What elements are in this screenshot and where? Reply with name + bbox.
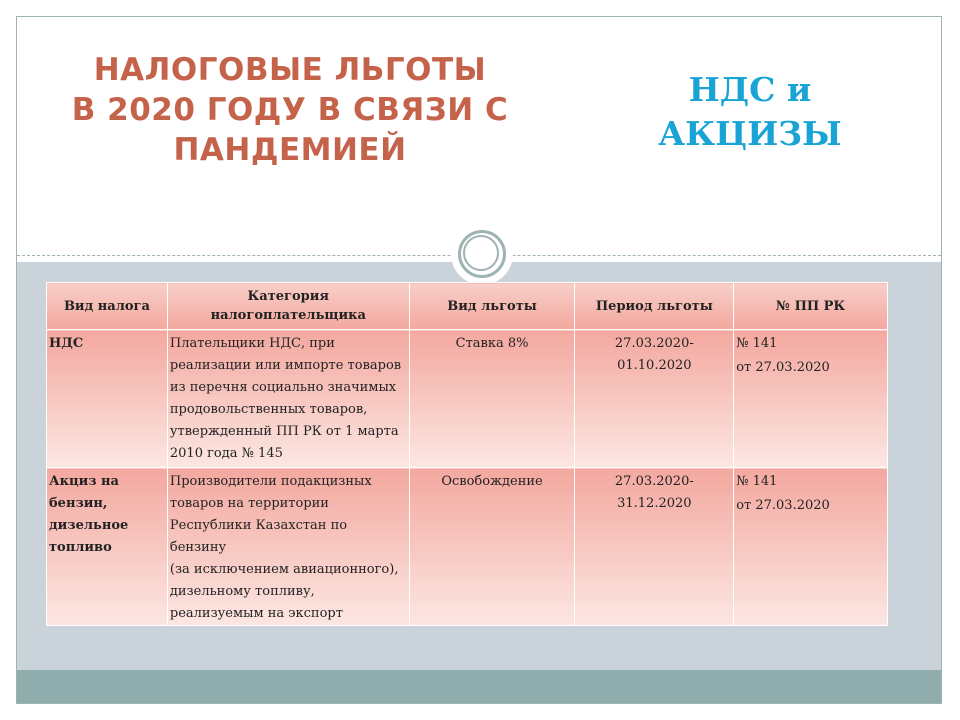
slide-title: [30, 50, 550, 170]
cell-benefit-type: Ставка 8%: [409, 330, 575, 468]
cell-line: реализуемым на экспорт: [169, 606, 343, 621]
cell-line: бензин,: [49, 496, 108, 511]
title-line: НАЛОГОВЫЕ ЛЬГОТЫ: [93, 52, 487, 88]
pp-date: от 27.03.2020: [736, 360, 830, 375]
cell-line: утвержденный ПП РК от 1 марта: [169, 424, 399, 439]
pp-number: № 141: [736, 474, 778, 489]
cell-line: реализации или импорте товаров: [169, 358, 402, 373]
table-row: [47, 330, 888, 468]
cell-pp-number: [734, 330, 888, 468]
cell-line: Республики Казахстан по бензину: [169, 518, 348, 555]
cell-line: 01.10.2020: [617, 358, 692, 373]
cell-line: 27.03.2020-: [614, 474, 694, 489]
cell-line: (за исключением авиационного),: [169, 562, 399, 577]
cell-line: продовольственных товаров,: [169, 402, 368, 417]
footer-bar: [17, 670, 941, 703]
cell-pp-number: [734, 468, 888, 626]
circle-ornament-icon: [451, 223, 513, 285]
table-row: [47, 468, 888, 626]
pp-date: от 27.03.2020: [736, 498, 830, 513]
cell-benefit-period: [575, 330, 734, 468]
title-line: В 2020 ГОДУ В СВЯЗИ С: [71, 92, 509, 128]
header-taxpayer-category: Категория налогоплательщика: [167, 283, 409, 330]
tax-benefits-table: [46, 282, 888, 626]
table-header-row: [47, 283, 888, 330]
cell-line: НДС: [49, 336, 84, 351]
cell-line: Производители подакцизных: [169, 474, 372, 489]
cell-benefit-period: [575, 468, 734, 626]
header-pp-number: № ПП РК: [734, 283, 888, 330]
circle-ornament-inner-ring: [463, 235, 499, 271]
subtitle-line: АКЦИЗЫ: [658, 114, 842, 153]
cell-line: дизельному топливу,: [169, 584, 315, 599]
cell-tax-type: [47, 468, 168, 626]
cell-taxpayer-category: [167, 468, 409, 626]
cell-benefit-type: Освобождение: [409, 468, 575, 626]
header-tax-type: Вид налога: [47, 283, 168, 330]
cell-line: 27.03.2020-: [614, 336, 694, 351]
slide-subtitle: [620, 68, 880, 156]
cell-line: Плательщики НДС, при: [169, 336, 335, 351]
cell-tax-type: [47, 330, 168, 468]
pp-number: № 141: [736, 336, 778, 351]
header-benefit-type: Вид льготы: [409, 283, 575, 330]
cell-taxpayer-category: [167, 330, 409, 468]
header-benefit-period: Период льготы: [575, 283, 734, 330]
cell-line: 31.12.2020: [617, 496, 692, 511]
cell-line: товаров на территории: [169, 496, 329, 511]
cell-line: 2010 года № 145: [169, 446, 283, 461]
cell-line: топливо: [49, 540, 112, 555]
cell-line: из перечня социально значимых: [169, 380, 397, 395]
cell-line: Акциз на: [49, 474, 119, 489]
subtitle-line: НДС и: [688, 70, 812, 109]
title-line: ПАНДЕМИЕЙ: [173, 132, 407, 168]
cell-line: дизельное: [49, 518, 129, 533]
